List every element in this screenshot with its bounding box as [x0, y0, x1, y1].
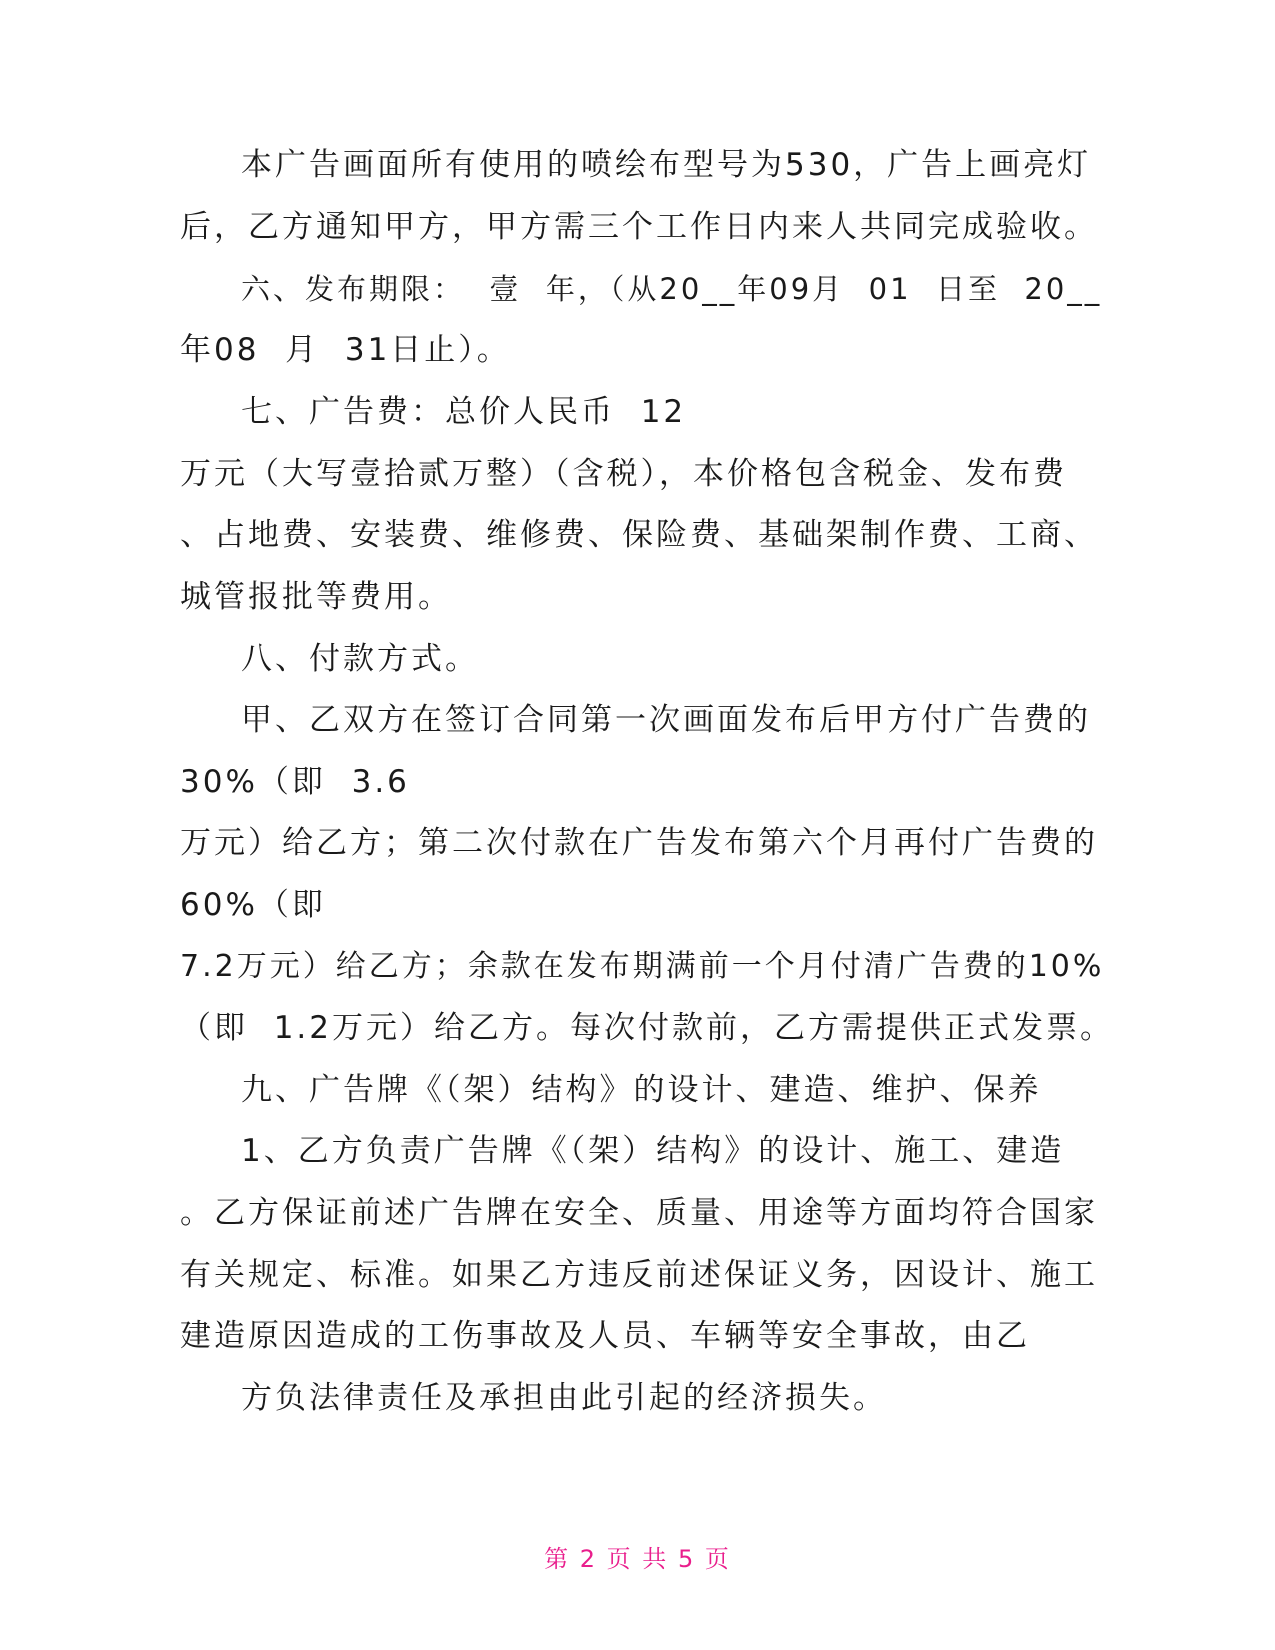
text-line: 万元（大写壹拾贰万整）（含税），本价格包含税金、发布费 [180, 456, 1067, 492]
text-line: 7.2万元）给乙方；余款在发布期满前一个月付清广告费的10% [180, 949, 1105, 984]
text-line: 九、广告牌《（架）结构》的设计、建造、维护、保养 [241, 1072, 1042, 1108]
text-line: 有关规定、标准。如果乙方违反前述保证义务，因设计、施工 [180, 1257, 1098, 1293]
text-line: 甲、乙双方在签订合同第一次画面发布后甲方付广告费的 [241, 702, 1091, 738]
text-line: 建造原因造成的工伤事故及人员、车辆等安全事故，由乙 [180, 1318, 1030, 1354]
page-number-footer: 第 2 页 共 5 页 [544, 1545, 731, 1573]
text-line: 30%（即 3.6 [180, 764, 410, 800]
text-line: 、占地费、安装费、维修费、保险费、基础架制作费、工商、 [180, 517, 1098, 553]
text-line: 方负法律责任及承担由此引起的经济损失。 [241, 1380, 887, 1416]
text-line: 八、付款方式。 [241, 641, 479, 677]
text-line: 万元）给乙方；第二次付款在广告发布第六个月再付广告费的 [180, 825, 1098, 861]
text-line: 60%（即 [180, 887, 326, 923]
text-line: 。乙方保证前述广告牌在安全、质量、用途等方面均符合国家 [180, 1195, 1098, 1231]
text-line: 七、广告费：总价人民币 12 [241, 394, 687, 430]
text-line: 六、发布期限： 壹 年，（从20__年09月 01 日至 20__ [241, 272, 1103, 306]
text-line: 城管报批等费用。 [180, 579, 452, 615]
text-line: 本广告画面所有使用的喷绘布型号为530，广告上画亮灯 [241, 147, 1092, 183]
text-line: 年08 月 31日止）。 [180, 332, 511, 368]
text-line: （即 1.2万元）给乙方。每次付款前，乙方需提供正式发票。 [180, 1010, 1115, 1046]
text-line: 后，乙方通知甲方，甲方需三个工作日内来人共同完成验收。 [180, 209, 1098, 245]
text-line: 1、乙方负责广告牌《（架）结构》的设计、施工、建造 [241, 1133, 1065, 1169]
